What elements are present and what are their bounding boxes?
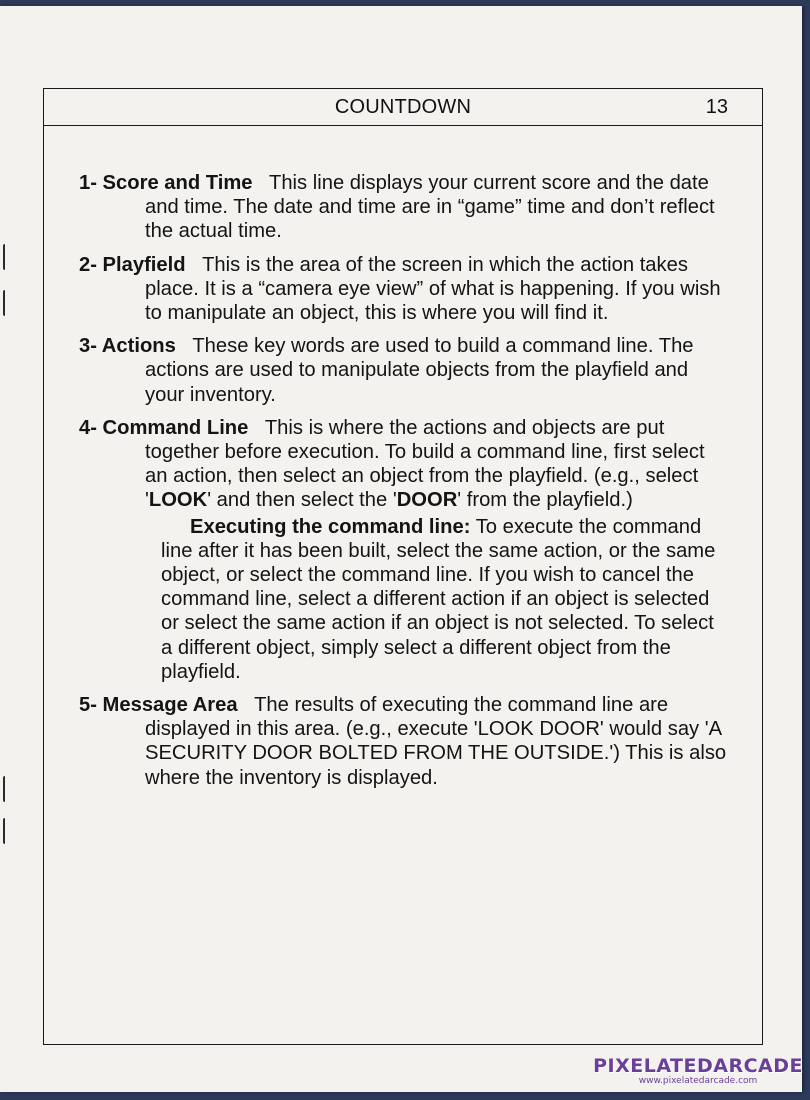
- page-frame: [43, 88, 763, 1045]
- legend-term: 2- Playfield: [79, 253, 186, 276]
- page-number: 13: [705, 96, 728, 118]
- sub-heading: Executing the command line:: [190, 515, 471, 538]
- legend-term: 4- Command Line: [79, 416, 249, 439]
- executing-command-line-section: [79, 515, 729, 684]
- page-title: COUNTDOWN: [334, 96, 472, 118]
- legend-item-command-line: [79, 416, 729, 513]
- watermark-url: www.pixelatedarcade.com: [638, 1076, 758, 1086]
- binding-hole: [3, 290, 9, 316]
- legend-item-score-time: [79, 171, 729, 244]
- legend-term: 5- Message Area: [79, 694, 238, 717]
- keyword-door: DOOR: [396, 489, 458, 512]
- binding-hole: [3, 818, 9, 844]
- legend-text: ' from the playfield.): [457, 489, 633, 512]
- screen-legend-list: [79, 171, 729, 799]
- binding-hole: [3, 244, 9, 270]
- binding-hole: [3, 776, 9, 802]
- legend-text: This line displays your current score and the date and time. The date and time are in “game” time and don’t reflect the actual time.: [145, 172, 715, 243]
- legend-text: This is where the actions and objects are put together before execution. To build a command line, first select an action, then select an object from the playfield. (e.g., select ': [145, 416, 705, 512]
- keyword-look: LOOK: [148, 489, 208, 512]
- legend-item-playfield: [79, 253, 729, 326]
- legend-text: These key words are used to build a command line. The actions are used to manipulate objects from the playfield and your inventory.: [145, 335, 694, 406]
- manual-page: [0, 6, 802, 1092]
- legend-item-message-area: [79, 693, 729, 790]
- legend-term: 3- Actions: [79, 335, 176, 358]
- legend-text: The results of executing the command line are displayed in this area. (e.g., execute 'LOOK DOOR' would say 'A SECURITY DOOR BOLTED FROM THE OUTSIDE.') This is also where the inventory is displayed.: [145, 694, 727, 789]
- watermark-name: PIXELATEDARCADE: [593, 1055, 803, 1077]
- sub-text: To execute the command line after it has been built, select the same action, or the same object, or select the command line. If you wish to cancel the command line, select a different action if an object is selected or select the same action if an object is not selected. To select a different object, simply select a different object from the playfield.: [161, 515, 716, 683]
- legend-text: This is the area of the screen in which the action takes place. It is a “camera eye view” of what is happening. If you wish to manipulate an object, this is where you will find it.: [145, 253, 721, 325]
- watermark: [593, 1056, 803, 1086]
- legend-text: ' and then select the ': [207, 489, 397, 512]
- legend-item-actions: [79, 334, 729, 407]
- legend-term: 1- Score and Time: [79, 172, 253, 194]
- page-header: [44, 89, 762, 126]
